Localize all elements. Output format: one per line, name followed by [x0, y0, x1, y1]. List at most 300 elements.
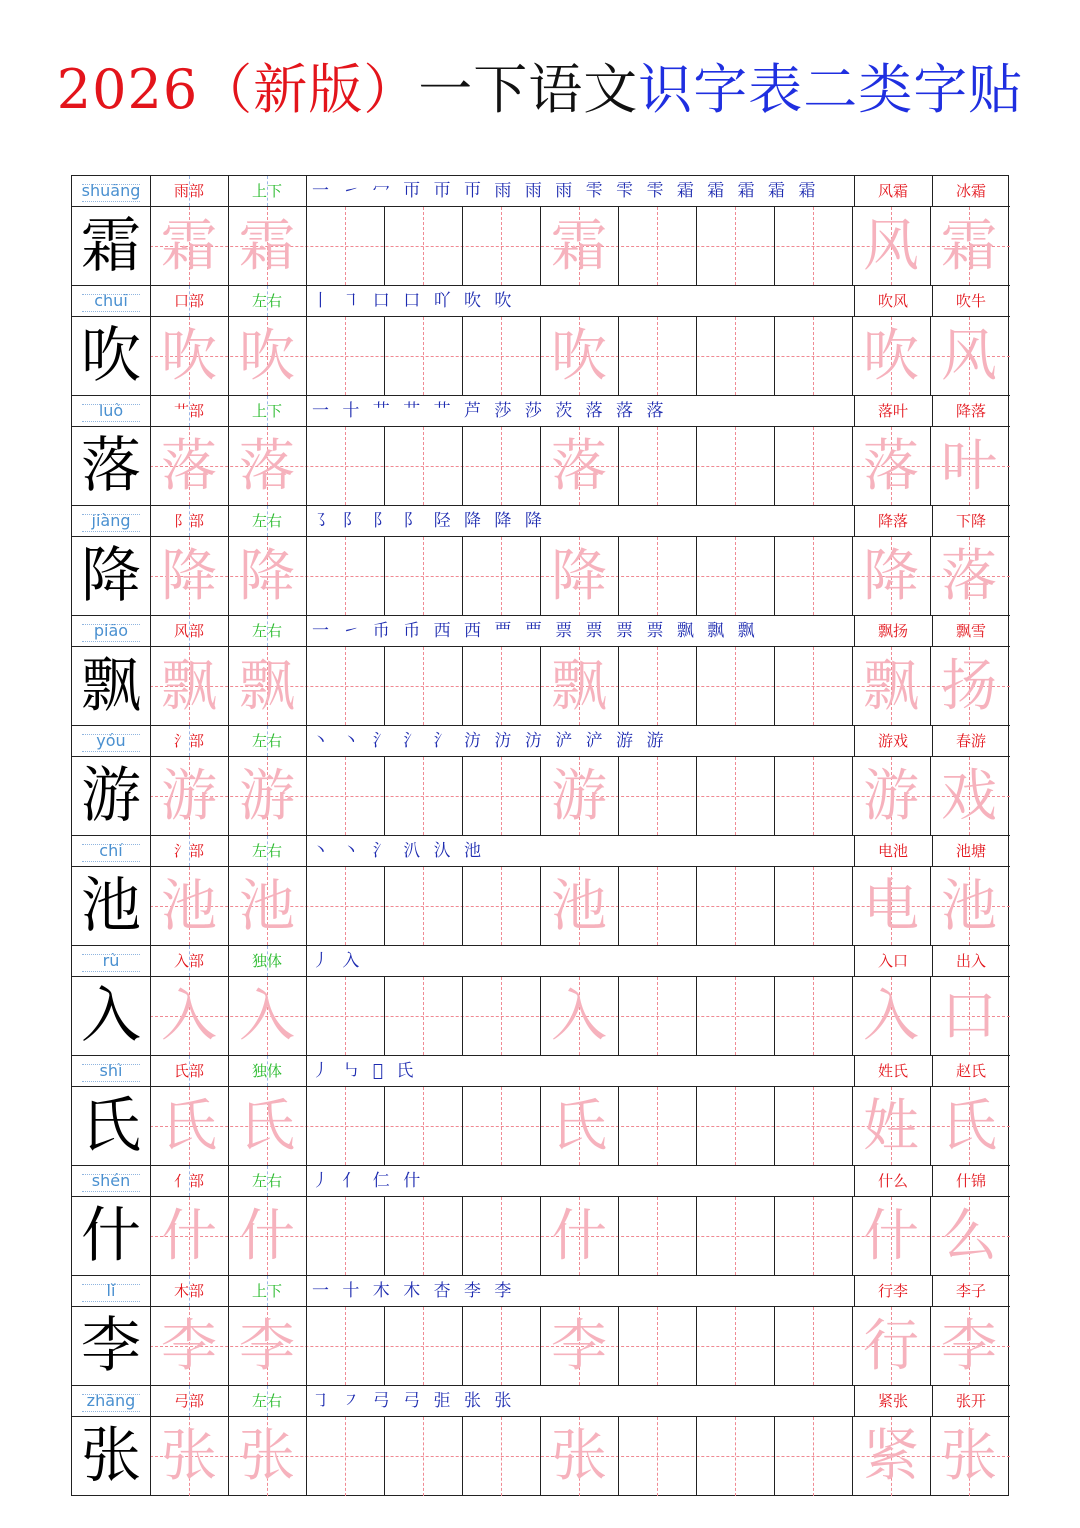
cell-divider: [150, 506, 151, 536]
guide-line: [657, 1307, 658, 1385]
guide-line: [267, 1056, 268, 1086]
cell-divider: [854, 1166, 855, 1196]
word-label: 电池: [877, 842, 908, 860]
cell-divider: [854, 506, 855, 536]
cell-divider: [462, 1197, 463, 1275]
model-character: 什: [81, 1201, 141, 1271]
guide-line: [813, 1197, 814, 1275]
radical-label: 阝部: [173, 512, 204, 530]
structure-label: 独体: [251, 1062, 282, 1080]
model-character: 飘: [81, 651, 141, 721]
trace-character: 张: [161, 1424, 217, 1489]
trace-word-character: 入: [863, 984, 919, 1049]
guide-line: [657, 1197, 658, 1275]
pinyin-label: shì: [72, 1056, 150, 1086]
guide-line: [267, 396, 268, 426]
trace-word-character: 李: [941, 1314, 997, 1379]
guide-line: [423, 867, 424, 945]
cell-divider: [150, 616, 151, 646]
cell-divider: [306, 1307, 307, 1385]
guide-line: [189, 946, 190, 976]
word-label: 入口: [877, 952, 908, 970]
guide-line: [735, 537, 736, 615]
guide-line: [423, 1307, 424, 1385]
guide-line: [345, 977, 346, 1055]
stroke-order: 丿 入: [312, 951, 364, 971]
cell-divider: [384, 1087, 385, 1165]
structure-label: 独体: [251, 952, 282, 970]
pinyin-label: luò: [72, 396, 150, 426]
guide-line: [267, 1166, 268, 1196]
stroke-order: 一 ㇀ 币 币 西 西 覀 覀 票 票 票 票 飘 飘 飘: [312, 621, 759, 641]
trace-character: 游: [551, 764, 607, 829]
guide-line: [423, 647, 424, 725]
writing-grid: [72, 647, 1010, 726]
guide-line: [501, 317, 502, 395]
trace-character: 游: [161, 764, 217, 829]
cell-divider: [932, 1386, 933, 1416]
trace-word-character: 紧: [863, 1424, 919, 1489]
guide-line: [813, 977, 814, 1055]
guide-line: [501, 977, 502, 1055]
cell-divider: [306, 757, 307, 835]
cell-divider: [696, 1417, 697, 1496]
guide-line: [345, 1087, 346, 1165]
trace-word-character: 飘: [863, 654, 919, 719]
info-strip: [72, 616, 1010, 647]
writing-grid: [72, 1087, 1010, 1166]
cell-divider: [774, 1087, 775, 1165]
cell-divider: [774, 537, 775, 615]
word-label: 什么: [877, 1172, 908, 1190]
trace-character: 飘: [239, 654, 295, 719]
cell-divider: [696, 1307, 697, 1385]
character-row: [72, 396, 1010, 506]
guide-line: [813, 1087, 814, 1165]
word-label: 赵氏: [955, 1062, 986, 1080]
guide-line: [657, 1417, 658, 1496]
radical-label: 氵部: [173, 732, 204, 750]
character-row: [72, 1386, 1010, 1496]
cell-divider: [150, 176, 151, 206]
cell-divider: [932, 946, 933, 976]
cell-divider: [854, 176, 855, 206]
trace-character: 氏: [239, 1094, 295, 1159]
trace-character: 飘: [161, 654, 217, 719]
guide-line: [735, 977, 736, 1055]
guide-line: [189, 616, 190, 646]
guide-line: [813, 317, 814, 395]
trace-character: 入: [239, 984, 295, 1049]
cell-divider: [306, 1276, 307, 1306]
word-label: 吹风: [877, 292, 908, 310]
model-character: 入: [81, 981, 141, 1051]
cell-divider: [306, 537, 307, 615]
cell-divider: [774, 977, 775, 1055]
cell-divider: [306, 1197, 307, 1275]
writing-grid: [72, 427, 1010, 506]
cell-divider: [150, 836, 151, 866]
trace-word-character: 氏: [941, 1094, 997, 1159]
cell-divider: [932, 506, 933, 536]
guide-line: [267, 286, 268, 316]
cell-divider: [932, 1166, 933, 1196]
info-strip: [72, 286, 1010, 317]
model-character: 霜: [81, 211, 141, 281]
word-label: 姓氏: [877, 1062, 908, 1080]
cell-divider: [306, 946, 307, 976]
cell-divider: [228, 506, 229, 536]
cell-divider: [932, 396, 933, 426]
word-label: 下降: [955, 512, 986, 530]
info-strip: [72, 506, 1010, 537]
guide-line: [423, 207, 424, 285]
info-strip: [72, 836, 1010, 867]
writing-grid: [72, 537, 1010, 616]
trace-character: 霜: [239, 214, 295, 279]
character-row: [72, 1276, 1010, 1386]
guide-line: [267, 1276, 268, 1306]
guide-line: [267, 176, 268, 206]
stroke-order: ㇆ ㇇ 弓 弓 弡 张 张: [312, 1391, 516, 1411]
cell-divider: [618, 1417, 619, 1496]
word-label: 飘扬: [877, 622, 908, 640]
guide-line: [345, 647, 346, 725]
trace-character: 氏: [551, 1094, 607, 1159]
cell-divider: [774, 427, 775, 505]
model-character: 吹: [81, 321, 141, 391]
stroke-order: 丿 亻 仁 什: [312, 1171, 425, 1191]
guide-line: [501, 647, 502, 725]
cell-divider: [228, 1276, 229, 1306]
structure-label: 左右: [251, 1392, 282, 1410]
guide-line: [501, 867, 502, 945]
writing-grid: [72, 977, 1010, 1056]
cell-divider: [696, 977, 697, 1055]
cell-divider: [384, 207, 385, 285]
guide-line: [267, 946, 268, 976]
trace-character: 降: [239, 544, 295, 609]
trace-word-character: 什: [863, 1204, 919, 1269]
guide-line: [813, 1417, 814, 1496]
guide-line: [735, 207, 736, 285]
structure-label: 左右: [251, 292, 282, 310]
character-row: [72, 1056, 1010, 1166]
word-label: 冰霜: [955, 182, 986, 200]
cell-divider: [854, 396, 855, 426]
cell-divider: [306, 176, 307, 206]
trace-character: 落: [239, 434, 295, 499]
cell-divider: [384, 1197, 385, 1275]
guide-line: [657, 867, 658, 945]
cell-divider: [150, 396, 151, 426]
cell-divider: [228, 176, 229, 206]
trace-character: 降: [161, 544, 217, 609]
guide-line: [657, 757, 658, 835]
pinyin-label: zhāng: [72, 1386, 150, 1416]
trace-word-character: 风: [863, 214, 919, 279]
radical-label: 入部: [173, 952, 204, 970]
cell-divider: [854, 1386, 855, 1416]
stroke-order: 一 十 木 木 杏 李 李: [312, 1281, 516, 1301]
word-label: 游戏: [877, 732, 908, 750]
cell-divider: [932, 836, 933, 866]
pinyin-label: yóu: [72, 726, 150, 756]
cell-divider: [696, 1087, 697, 1165]
cell-divider: [932, 286, 933, 316]
guide-line: [189, 506, 190, 536]
cell-divider: [696, 647, 697, 725]
practice-sheet: [71, 175, 1009, 1496]
word-label: 池塘: [955, 842, 986, 860]
info-strip: [72, 946, 1010, 977]
trace-character: 霜: [551, 214, 607, 279]
cell-divider: [618, 647, 619, 725]
cell-divider: [462, 317, 463, 395]
guide-line: [657, 427, 658, 505]
word-label: 落叶: [877, 402, 908, 420]
cell-divider: [462, 867, 463, 945]
guide-line: [423, 757, 424, 835]
cell-divider: [306, 1417, 307, 1496]
cell-divider: [774, 867, 775, 945]
pinyin-label: chí: [72, 836, 150, 866]
structure-label: 上下: [251, 1282, 282, 1300]
cell-divider: [384, 867, 385, 945]
word-label: 风霜: [877, 182, 908, 200]
guide-line: [735, 867, 736, 945]
trace-word-character: 姓: [863, 1094, 919, 1159]
info-strip: [72, 726, 1010, 757]
info-strip: [72, 176, 1010, 207]
cell-divider: [306, 726, 307, 756]
guide-line: [813, 207, 814, 285]
guide-line: [813, 427, 814, 505]
guide-line: [657, 537, 658, 615]
radical-label: 亻部: [173, 1172, 204, 1190]
character-row: [72, 946, 1010, 1056]
guide-line: [735, 647, 736, 725]
stroke-order: 一 ㇀ 冖 帀 帀 帀 雨 雨 雨 雫 雫 雫 霜 霜 霜 霜 霜: [312, 181, 820, 201]
trace-character: 什: [161, 1204, 217, 1269]
title-worksheet-name: 识字表二类字贴: [638, 58, 1024, 121]
cell-divider: [228, 286, 229, 316]
trace-character: 李: [551, 1314, 607, 1379]
cell-divider: [228, 946, 229, 976]
stroke-order: ㇌ 阝 阝 阝 陉 降 降 降: [312, 511, 546, 531]
trace-character: 氏: [161, 1094, 217, 1159]
cell-divider: [462, 427, 463, 505]
structure-label: 左右: [251, 622, 282, 640]
cell-divider: [854, 616, 855, 646]
guide-line: [423, 537, 424, 615]
trace-character: 什: [551, 1204, 607, 1269]
trace-word-character: 么: [941, 1204, 997, 1269]
structure-label: 左右: [251, 732, 282, 750]
cell-divider: [932, 1276, 933, 1306]
trace-character: 什: [239, 1204, 295, 1269]
cell-divider: [854, 1276, 855, 1306]
trace-character: 霜: [161, 214, 217, 279]
guide-line: [657, 1087, 658, 1165]
cell-divider: [150, 1056, 151, 1086]
trace-word-character: 吹: [863, 324, 919, 389]
cell-divider: [462, 977, 463, 1055]
info-strip: [72, 396, 1010, 427]
writing-grid: [72, 1197, 1010, 1276]
guide-line: [345, 207, 346, 285]
cell-divider: [696, 317, 697, 395]
guide-line: [501, 1197, 502, 1275]
stroke-order: 丿 ㇉ 𠂋 氏: [312, 1061, 418, 1081]
structure-label: 上下: [251, 182, 282, 200]
cell-divider: [306, 1087, 307, 1165]
guide-line: [423, 1087, 424, 1165]
cell-divider: [774, 647, 775, 725]
guide-line: [735, 1417, 736, 1496]
guide-line: [501, 1087, 502, 1165]
trace-word-character: 池: [941, 874, 997, 939]
cell-divider: [150, 1386, 151, 1416]
trace-word-character: 叶: [941, 434, 997, 499]
cell-divider: [618, 1197, 619, 1275]
radical-label: 艹部: [173, 402, 204, 420]
cell-divider: [854, 836, 855, 866]
cell-divider: [306, 317, 307, 395]
trace-character: 李: [161, 1314, 217, 1379]
cell-divider: [696, 537, 697, 615]
cell-divider: [306, 207, 307, 285]
character-row: [72, 1166, 1010, 1276]
cell-divider: [696, 1197, 697, 1275]
guide-line: [501, 427, 502, 505]
word-label: 出入: [955, 952, 986, 970]
cell-divider: [306, 427, 307, 505]
writing-grid: [72, 1307, 1010, 1386]
info-strip: [72, 1166, 1010, 1197]
guide-line: [423, 317, 424, 395]
trace-word-character: 霜: [941, 214, 997, 279]
guide-line: [657, 317, 658, 395]
model-character: 落: [81, 431, 141, 501]
guide-line: [345, 1417, 346, 1496]
cell-divider: [932, 176, 933, 206]
cell-divider: [228, 1386, 229, 1416]
guide-line: [657, 977, 658, 1055]
cell-divider: [618, 537, 619, 615]
character-row: [72, 506, 1010, 616]
trace-word-character: 落: [941, 544, 997, 609]
guide-line: [267, 616, 268, 646]
trace-word-character: 电: [863, 874, 919, 939]
cell-divider: [618, 317, 619, 395]
trace-character: 吹: [161, 324, 217, 389]
structure-label: 左右: [251, 1172, 282, 1190]
guide-line: [735, 1197, 736, 1275]
cell-divider: [854, 946, 855, 976]
title-year-edition: 2026（新版）: [56, 58, 419, 121]
trace-word-character: 游: [863, 764, 919, 829]
cell-divider: [306, 977, 307, 1055]
info-strip: [72, 1276, 1010, 1307]
character-row: [72, 836, 1010, 946]
cell-divider: [618, 1307, 619, 1385]
cell-divider: [384, 647, 385, 725]
model-character: 张: [81, 1421, 141, 1491]
guide-line: [189, 286, 190, 316]
word-label: 吹牛: [955, 292, 986, 310]
word-label: 紧张: [877, 1392, 908, 1410]
guide-line: [189, 1166, 190, 1196]
trace-character: 李: [239, 1314, 295, 1379]
cell-divider: [462, 537, 463, 615]
guide-line: [657, 647, 658, 725]
word-label: 张开: [955, 1392, 986, 1410]
trace-word-character: 口: [941, 984, 997, 1049]
trace-character: 张: [239, 1424, 295, 1489]
cell-divider: [462, 1417, 463, 1496]
cell-divider: [306, 1166, 307, 1196]
cell-divider: [384, 317, 385, 395]
word-label: 行李: [877, 1282, 908, 1300]
guide-line: [657, 207, 658, 285]
guide-line: [189, 726, 190, 756]
guide-line: [735, 1307, 736, 1385]
model-character: 游: [81, 761, 141, 831]
info-strip: [72, 1386, 1010, 1417]
word-label: 什锦: [955, 1172, 986, 1190]
word-label: 降落: [955, 402, 986, 420]
trace-word-character: 行: [863, 1314, 919, 1379]
cell-divider: [306, 836, 307, 866]
radical-label: 口部: [173, 292, 204, 310]
cell-divider: [150, 726, 151, 756]
guide-line: [735, 317, 736, 395]
cell-divider: [618, 977, 619, 1055]
guide-line: [189, 1276, 190, 1306]
word-label: 飘雪: [955, 622, 986, 640]
guide-line: [345, 537, 346, 615]
writing-grid: [72, 867, 1010, 946]
cell-divider: [854, 286, 855, 316]
trace-character: 飘: [551, 654, 607, 719]
guide-line: [189, 1386, 190, 1416]
cell-divider: [774, 207, 775, 285]
trace-word-character: 扬: [941, 654, 997, 719]
cell-divider: [774, 757, 775, 835]
word-label: 降落: [877, 512, 908, 530]
cell-divider: [306, 1056, 307, 1086]
stroke-order: 一 十 艹 艹 艹 芦 莎 莎 茨 落 落 落: [312, 401, 668, 421]
word-label: 李子: [955, 1282, 986, 1300]
guide-line: [501, 757, 502, 835]
cell-divider: [854, 1056, 855, 1086]
trace-character: 池: [551, 874, 607, 939]
word-label: 春游: [955, 732, 986, 750]
stroke-order: 丶 丶 氵 汃 汄 池: [312, 841, 486, 861]
trace-character: 落: [161, 434, 217, 499]
cell-divider: [384, 977, 385, 1055]
cell-divider: [306, 506, 307, 536]
guide-line: [345, 757, 346, 835]
cell-divider: [462, 1087, 463, 1165]
cell-divider: [932, 726, 933, 756]
cell-divider: [306, 867, 307, 945]
cell-divider: [228, 616, 229, 646]
radical-label: 氵部: [173, 842, 204, 860]
cell-divider: [774, 1417, 775, 1496]
guide-line: [813, 757, 814, 835]
